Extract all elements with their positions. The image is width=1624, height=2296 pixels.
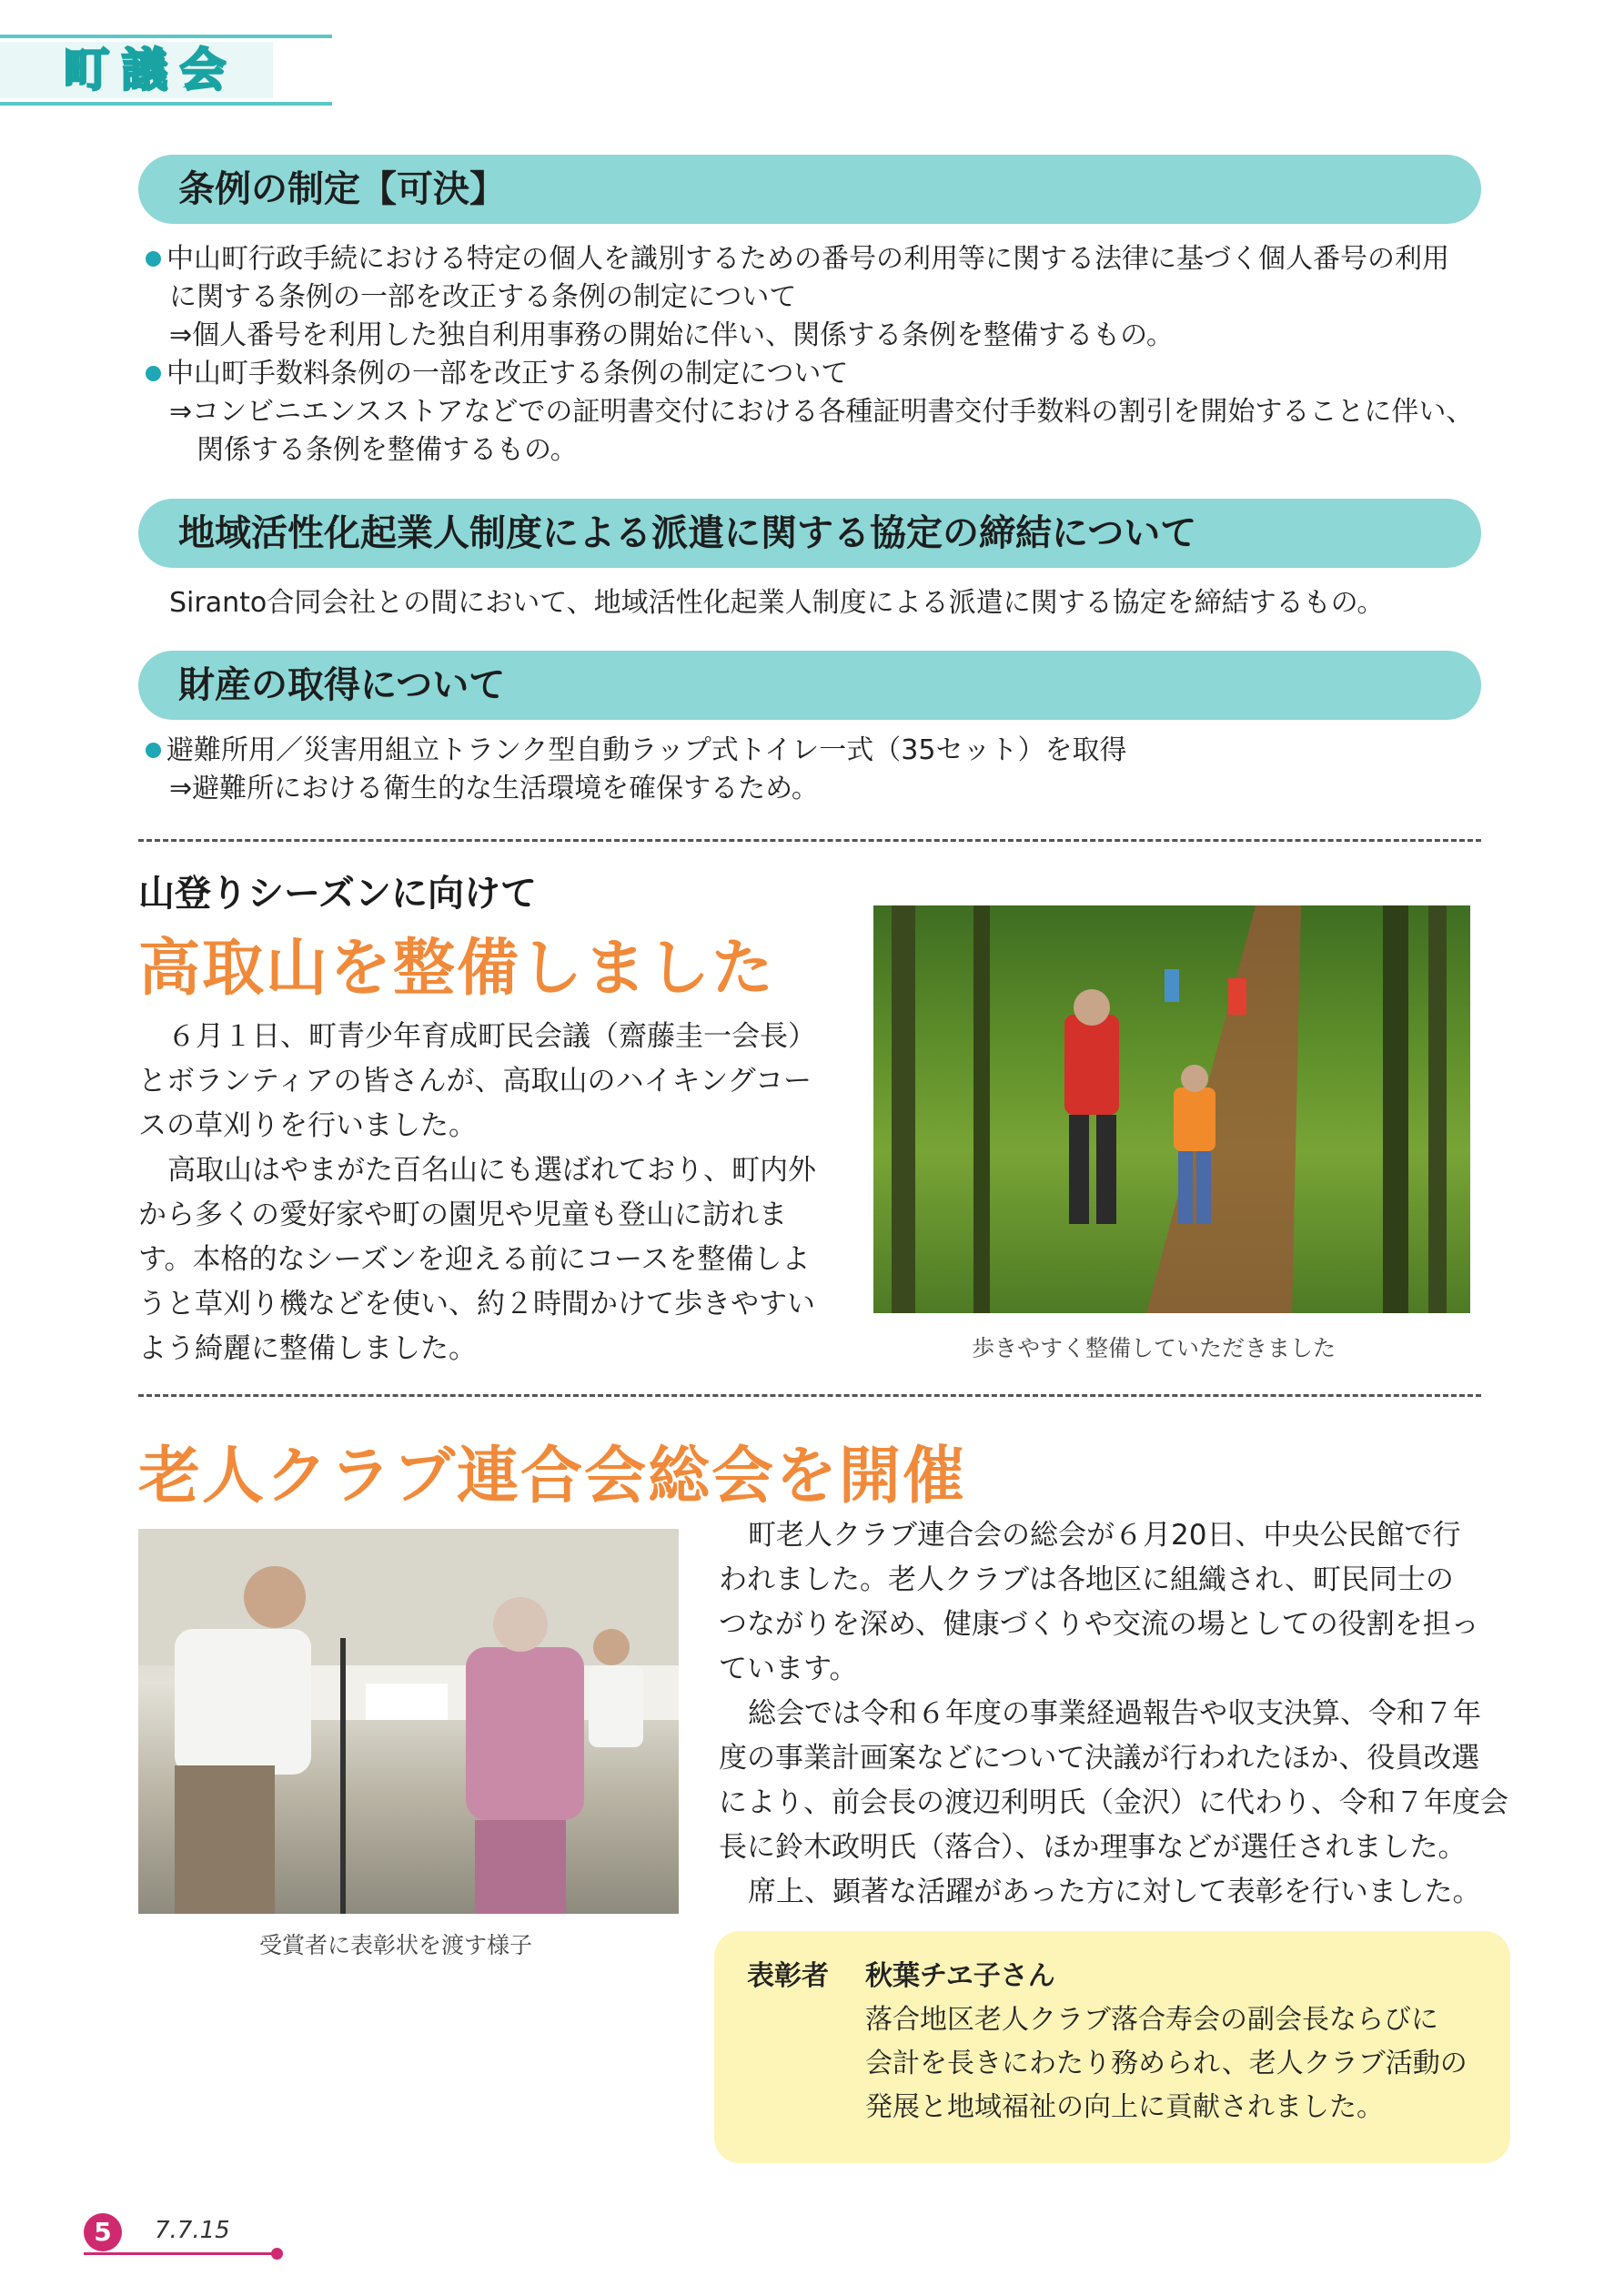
award-recipient: 秋葉チヱ子さん	[865, 1960, 1055, 1992]
section-text: Siranto合同会社との間において、地域活性化起業人制度による派遣に関する協定を締結するもの。	[169, 587, 1385, 619]
list-item: 中山町行政手続における特定の個人を識別するための番号の利用等に関する法律に基づく個人番号の利用	[146, 240, 1449, 278]
award-box	[714, 1931, 1510, 2163]
article-headline: 高取山を整備しました	[138, 933, 776, 1005]
section-title: 財産の取得について	[178, 664, 506, 706]
award-description: 発展と地域福祉の向上に貢献されました。	[865, 2091, 1384, 2123]
section-title: 地域活性化起業人制度による派遣に関する協定の締結について	[178, 512, 1197, 554]
section-bar-property	[138, 651, 1481, 720]
divider	[138, 1394, 1481, 1397]
bullet-icon	[146, 366, 161, 381]
award-description: 落合地区老人クラブ落合寿会の副会長ならびに	[865, 2004, 1438, 2036]
list-item-note: ⇒個人番号を利用した独自利用事務の開始に伴い、関係する条例を整備するもの。	[169, 319, 1174, 351]
article-body: ６月１日、町青少年育成町民会議（齋藤圭一会長） とボランティアの皆さんが、高取山のハイキングコー スの草刈りを行いました。 高取山はやまがた百名山にも選ばれており、町内外 から多くの愛好家や町の園児や児童も登山に訪れま す。本格的なシーズンを迎える前にコースを整備しよ うと草刈り機などを使い、約２時間かけて歩きやすい よう綺麗に整備しました。	[138, 1020, 816, 1365]
issue-date: 7.7.15	[155, 2217, 230, 2244]
page-section-title: 町議会	[64, 44, 238, 96]
list-item: 中山町手数料条例の一部を改正する条例の制定について	[146, 355, 848, 393]
article-kicker: 山登りシーズンに向けて	[138, 873, 537, 915]
photo-caption: 受賞者に表彰状を渡す様子	[259, 1932, 533, 1958]
list-item-note: ⇒コンビニエンスストアなどでの証明書交付における各種証明書交付手数料の割引を開始することに伴い、	[169, 396, 1474, 428]
award-label: 表彰者	[747, 1960, 829, 1992]
footer-dot	[271, 2248, 283, 2260]
bullet-icon	[146, 251, 161, 267]
photo-award-ceremony	[138, 1529, 679, 1914]
footer-rule	[84, 2252, 275, 2255]
section-title: 条例の制定【可決】	[178, 168, 506, 210]
article-body: 町老人クラブ連合会の総会が６月20日、中央公民館で行 われました。老人クラブは各地区に組織され、町民同士の つながりを深め、健康づくりや交流の場としての役割を担っ ています。 総会では令和６年度の事業経過報告や収支決算、令和７年 度の事業計画案などについて決議が行われたほか、役員改選 により、前会長の渡辺利明氏（金沢）に代わり、令和７年度会 長に鈴木政明氏（落合）、ほか理事などが選任されました。 席上、顕著な活躍があった方に対して表彰を行いました。	[719, 1519, 1508, 1908]
bullet-icon	[146, 743, 161, 758]
list-item: 避難所用／災害用組立トランク型自動ラップ式トイレ一式（35セット）を取得	[146, 732, 1126, 770]
photo-caption: 歩きやすく整備していただきました	[972, 1335, 1337, 1361]
header-rule-bottom	[0, 102, 332, 106]
list-item-continuation: に関する条例の一部を改正する条例の制定について	[169, 281, 797, 313]
divider	[138, 839, 1481, 842]
list-item-continuation: 関係する条例を整備するもの。	[197, 434, 578, 466]
page-number: 5	[84, 2213, 122, 2251]
section-bar-agreement	[138, 499, 1481, 568]
photo-trail-mowing	[873, 905, 1470, 1313]
section-bar-ordinance	[138, 155, 1481, 224]
award-description: 会計を長きにわたり務められ、老人クラブ活動の	[865, 2048, 1468, 2079]
article-headline: 老人クラブ連合会総会を開催	[138, 1441, 967, 1512]
header-rule-top	[0, 35, 332, 38]
list-item-note: ⇒避難所における衛生的な生活環境を確保するため。	[169, 773, 819, 804]
